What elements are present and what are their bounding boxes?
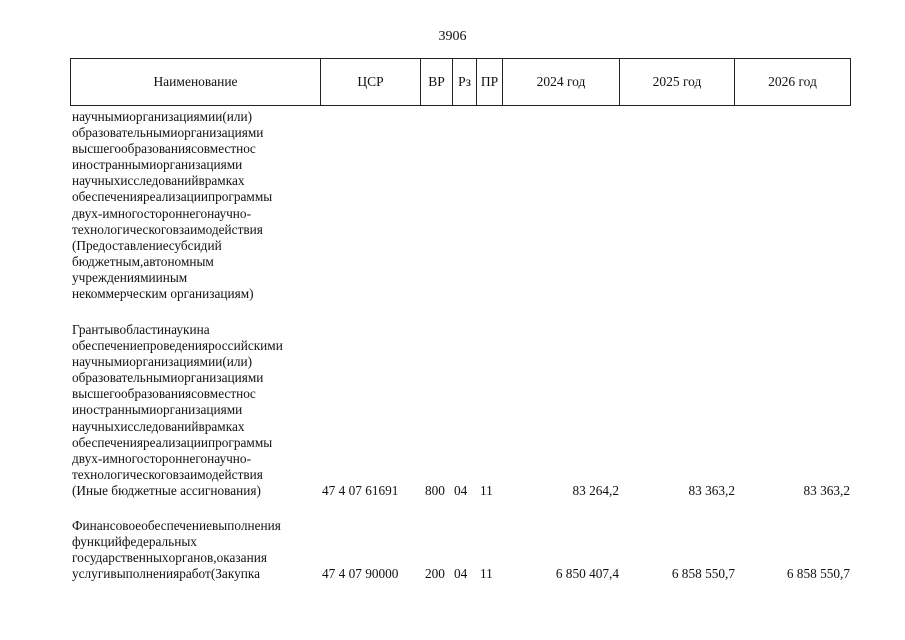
name-line: технологическоговзаимодействия — [72, 466, 263, 482]
cell-2024: 6 850 407,4 — [555, 566, 619, 581]
name-line: (Иные бюджетные ассигнования) — [72, 482, 261, 498]
name-line: иностраннымиорганизациями — [72, 157, 243, 173]
cell-rz: 04 — [454, 483, 468, 498]
name-line: двух-имногостороннегонаучно- — [72, 450, 251, 466]
name-line: Финансовоеобеспечениевыполнения — [72, 518, 281, 533]
name-line: иностраннымиорганизациями — [72, 402, 243, 418]
header-csr: ЦСР — [321, 59, 421, 105]
table-header — [70, 58, 851, 106]
cell-csr: 47 4 07 61691 — [322, 483, 399, 498]
name-line: обеспеченияреализациипрограммы — [72, 434, 273, 450]
name-line: обеспеченияреализациипрограммы — [72, 189, 273, 205]
cell-pr: 11 — [480, 566, 493, 581]
name-line: научнымиорганизациямии(или) — [72, 354, 253, 370]
cell-csr: 47 4 07 90000 — [322, 566, 399, 581]
cell-2024: 83 264,2 — [572, 483, 619, 498]
name-line: научныхисследованийврамках — [72, 418, 245, 434]
name-line: бюджетным,автономным — [72, 253, 214, 269]
header-2024: 2024 год — [503, 59, 620, 105]
header-vr: ВР — [421, 59, 453, 105]
cell-2026: 6 858 550,7 — [786, 566, 850, 581]
cell-rz: 04 — [454, 566, 468, 581]
name-line: научнымиорганизациямии(или) — [72, 109, 253, 124]
name-line: двух-имногостороннегонаучно- — [72, 205, 251, 221]
cell-pr: 11 — [480, 483, 493, 498]
name-line: обеспечениепроведенияроссийскими — [72, 338, 283, 354]
header-pr: ПР — [477, 59, 503, 105]
header-2025: 2025 год — [620, 59, 735, 105]
cell-2025: 83 363,2 — [688, 483, 735, 498]
name-line: функцийфедеральных — [72, 534, 197, 550]
cell-vr: 200 — [425, 566, 445, 581]
header-2026: 2026 год — [768, 74, 817, 89]
name-line: научныхисследованийврамках — [72, 173, 245, 189]
page-number: 3906 — [438, 29, 467, 44]
cell-vr: 800 — [425, 483, 445, 498]
name-line: учреждениямииным — [72, 269, 188, 285]
name-line: услугивыполненияработ(Закупка — [72, 566, 261, 582]
name-line: некоммерческим организациям) — [72, 286, 254, 302]
cell-2026: 83 363,2 — [803, 483, 850, 498]
name-line: государственныхорганов,оказания — [72, 550, 267, 566]
header-rz: Рз — [453, 59, 477, 105]
name-line: образовательнымиорганизациями — [72, 125, 264, 141]
cell-2025: 6 858 550,7 — [671, 566, 735, 581]
name-line: образовательнымиорганизациями — [72, 370, 264, 386]
row-name — [72, 518, 320, 582]
row-name — [72, 322, 320, 499]
name-line: (Предоставлениесубсидий — [72, 237, 222, 253]
name-line: Грантывобластинаукина — [72, 322, 210, 337]
name-line: высшегообразованиясовместнос — [72, 386, 256, 402]
row-name — [72, 109, 320, 302]
header-name: Наименование — [71, 59, 321, 105]
name-line: технологическоговзаимодействия — [72, 221, 263, 237]
name-line: высшегообразованиясовместнос — [72, 141, 256, 157]
